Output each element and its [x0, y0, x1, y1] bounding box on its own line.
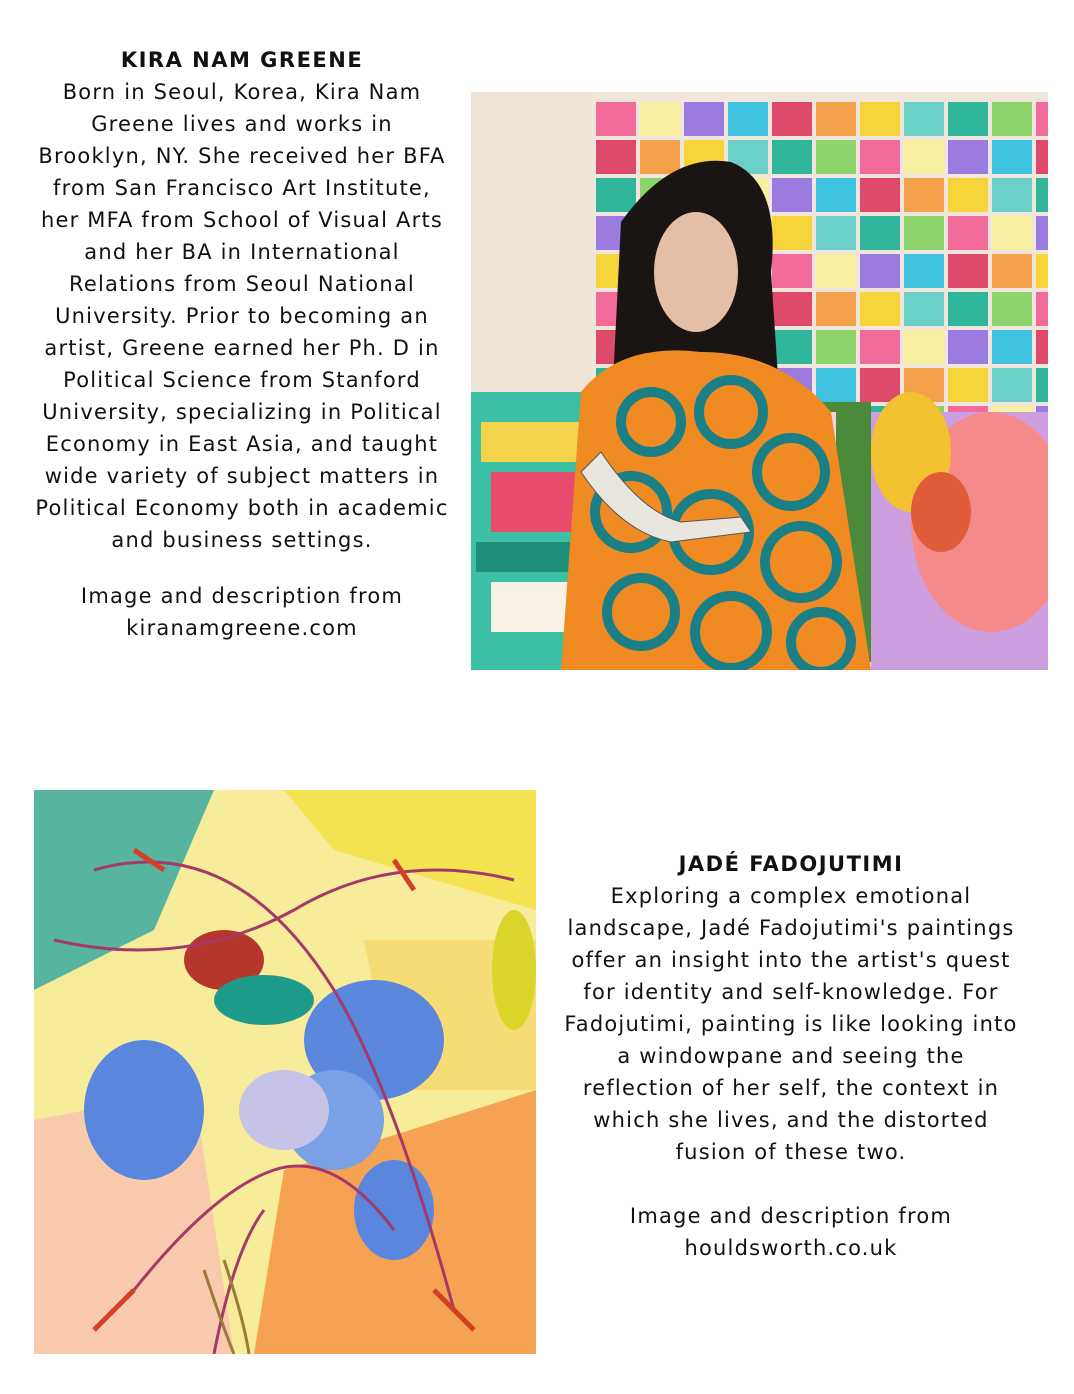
- mosaic-tile: [816, 140, 856, 174]
- mosaic-tile: [948, 140, 988, 174]
- mosaic-tile: [1036, 140, 1048, 174]
- mosaic-tile: [1036, 178, 1048, 212]
- mosaic-tile: [992, 140, 1032, 174]
- credit-label: Image and description from: [629, 1204, 953, 1228]
- mosaic-tile: [816, 216, 856, 250]
- mosaic-tile: [1036, 368, 1048, 402]
- mosaic-tile: [992, 330, 1032, 364]
- mosaic-tile: [640, 102, 680, 136]
- mosaic-tile: [860, 254, 900, 288]
- mosaic-tile: [904, 292, 944, 326]
- mosaic-tile: [860, 216, 900, 250]
- mosaic-tile: [596, 102, 636, 136]
- mosaic-tile: [992, 102, 1032, 136]
- mosaic-tile: [772, 216, 812, 250]
- mosaic-tile: [948, 292, 988, 326]
- artwork-abstract-jade-fadojutimi: [34, 790, 536, 1354]
- mosaic-tile: [772, 330, 812, 364]
- credit-label: Image and description from: [80, 584, 404, 608]
- artist-text-jade-fadojutimi: [558, 848, 1024, 1264]
- mosaic-tile: [816, 178, 856, 212]
- mosaic-tile: [816, 102, 856, 136]
- artist-bio: Exploring a complex emotional landscape, Jadé Fadojutimi's paintings offer an insight into the artist's quest for identity and self-knowledge. For Fadojutimi, painting is like looking into a windowpane and seeing the reflection of her self, the context in which she lives, and the distorted fusion of these two.: [564, 884, 1018, 1164]
- mosaic-tile: [1036, 102, 1048, 136]
- mosaic-tile: [904, 140, 944, 174]
- artist-bio: Born in Seoul, Korea, Kira Nam Greene lives and works in Brooklyn, NY. She received her BFA from San Francisco Art Institute, her MFA from School of Visual Arts and her BA in International Relations from Seoul National University. Prior to becoming an artist, Greene earned her Ph. D in Political Science from Stanford University, specializing in Political Economy in East Asia, and taught wide variety of subject matters in Political Economy both in academic and business settings.: [35, 80, 449, 552]
- mosaic-tile: [948, 368, 988, 402]
- mosaic-tile: [816, 330, 856, 364]
- mosaic-tile: [948, 216, 988, 250]
- mosaic-tile: [992, 368, 1032, 402]
- credit-source: kiranamgreene.com: [126, 616, 358, 640]
- mosaic-tile: [596, 140, 636, 174]
- mosaic-tile: [860, 368, 900, 402]
- mosaic-tile: [860, 140, 900, 174]
- mosaic-tile: [992, 254, 1032, 288]
- artist-name: JADÉ FADOJUTIMI: [678, 852, 904, 876]
- mosaic-tile: [1036, 216, 1048, 250]
- mosaic-tile: [992, 292, 1032, 326]
- mosaic-tile: [772, 178, 812, 212]
- mosaic-tile: [596, 178, 636, 212]
- mosaic-tile: [948, 254, 988, 288]
- mosaic-tile: [904, 178, 944, 212]
- mosaic-tile: [816, 368, 856, 402]
- mosaic-tile: [772, 140, 812, 174]
- mosaic-tile: [904, 102, 944, 136]
- mosaic-tile: [860, 292, 900, 326]
- mosaic-tile: [772, 292, 812, 326]
- mosaic-tile: [860, 178, 900, 212]
- image-credit: [558, 1200, 1024, 1264]
- mosaic-tile: [948, 178, 988, 212]
- mosaic-tile: [904, 254, 944, 288]
- mosaic-tile: [948, 330, 988, 364]
- portrait-painting: [471, 92, 1048, 670]
- artwork-portrait-kira-nam-greene: [471, 92, 1048, 670]
- abstract-painting: [34, 790, 536, 1354]
- mosaic-tile: [816, 254, 856, 288]
- mosaic-tile: [772, 254, 812, 288]
- mosaic-tile: [684, 102, 724, 136]
- mosaic-tile: [728, 102, 768, 136]
- mosaic-tile: [992, 178, 1032, 212]
- credit-source: houldsworth.co.uk: [684, 1236, 898, 1260]
- mosaic-tile: [816, 292, 856, 326]
- mosaic-tile: [904, 216, 944, 250]
- mosaic-tile: [860, 330, 900, 364]
- image-credit: [34, 580, 450, 644]
- artist-text-kira-nam-greene: [34, 44, 450, 644]
- mosaic-tile: [1036, 254, 1048, 288]
- mosaic-tile: [772, 102, 812, 136]
- mosaic-tile: [992, 216, 1032, 250]
- mosaic-tile: [640, 140, 680, 174]
- mosaic-tile: [948, 102, 988, 136]
- mosaic-tile: [1036, 292, 1048, 326]
- mosaic-tile: [860, 102, 900, 136]
- artist-name: KIRA NAM GREENE: [120, 48, 364, 72]
- mosaic-tile: [904, 330, 944, 364]
- mosaic-tile: [1036, 330, 1048, 364]
